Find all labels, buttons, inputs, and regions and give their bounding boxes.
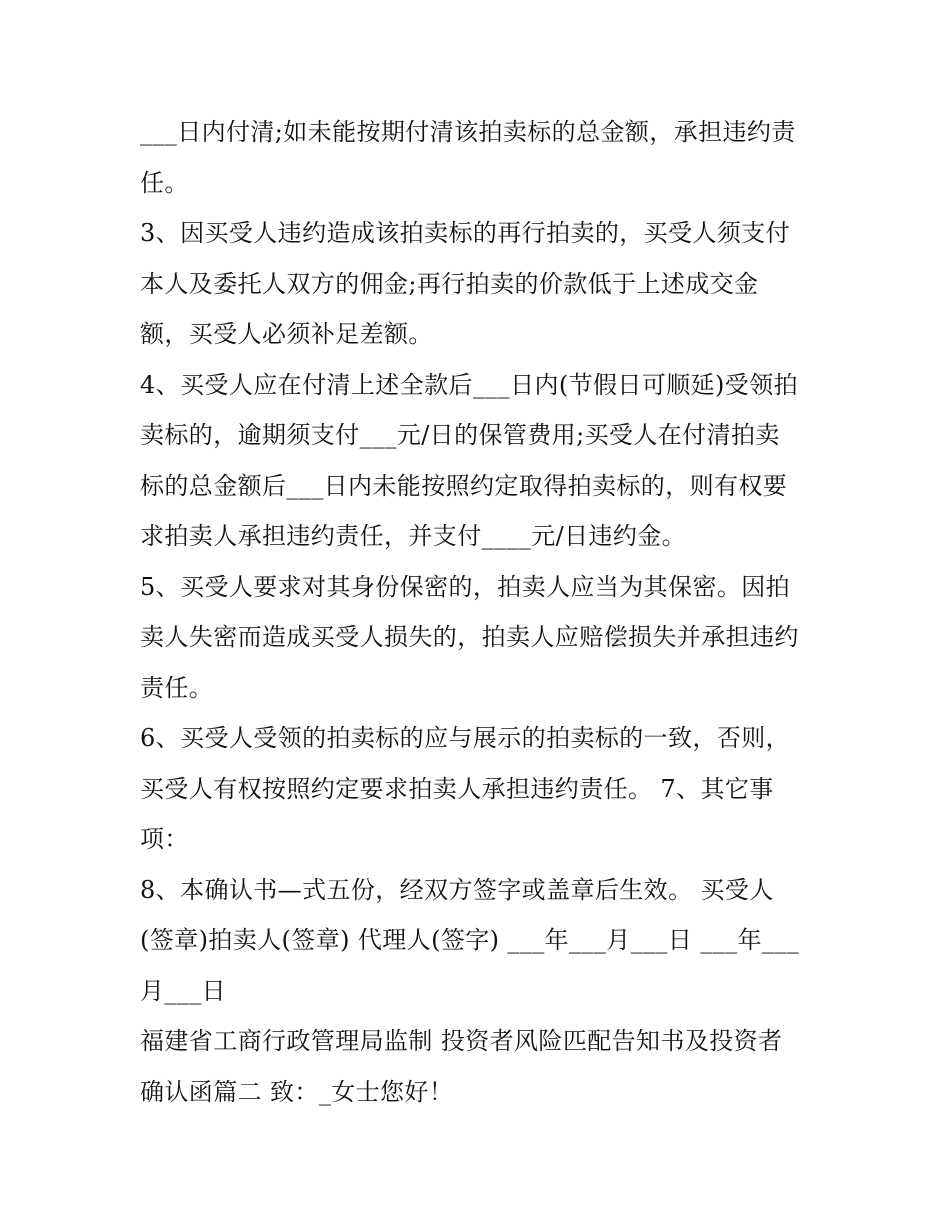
text-line: ___日内付清;如未能按期付清该拍卖标的总金额，承担违约责 (140, 118, 796, 146)
text-line: 6、买受人受领的拍卖标的应与展示的拍卖标的一致，否则， (140, 724, 791, 752)
text-line: 4、买受人应在付清上述全款后___日内(节假日可顺延)受领拍 (140, 370, 798, 399)
text-line: 福建省工商行政管理局监制 投资者风险匹配告知书及投资者 (140, 1027, 783, 1055)
text-line: 本人及委托人双方的佣金;再行拍卖的价款低于上述成交金 (140, 269, 759, 298)
text-line: 卖标的，逾期须支付___元/日的保管费用;买受人在付清拍卖 (140, 421, 780, 449)
text-line: 求拍卖人承担违约责任，并支付____元/日违约金。 (140, 522, 687, 550)
text-line: 3、因买受人违约造成该拍卖标的再行拍卖的，买受人须支付 (140, 219, 791, 247)
text-line: 项： (140, 825, 189, 853)
text-line: 月___日 (140, 976, 226, 1005)
text-line: (签章)拍卖人(签章) 代理人(签字) ___年___月___日 ___年___ (140, 926, 800, 954)
text-line: 确认函篇二 致：_女士您好！ (140, 1077, 454, 1106)
text-line: 卖人失密而造成买受人损失的，拍卖人应赔偿损失并承担违约 (140, 623, 799, 651)
text-line: 5、买受人要求对其身份保密的，拍卖人应当为其保密。因拍 (140, 572, 791, 601)
text-line: 标的总金额后___日内未能按照约定取得拍卖标的，则有权要 (140, 471, 788, 500)
document-body (140, 107, 820, 1117)
text-line: 任。 (140, 168, 189, 197)
text-line: 8、本确认书—式五份，经双方签字或盖章后生效。 买受人 (140, 875, 774, 904)
text-line: 额，买受人必须补足差额。 (140, 320, 433, 348)
text-line: 责任。 (140, 673, 214, 702)
text-line: 买受人有权按照约定要求拍卖人承担违约责任。 7、其它事 (140, 774, 774, 803)
